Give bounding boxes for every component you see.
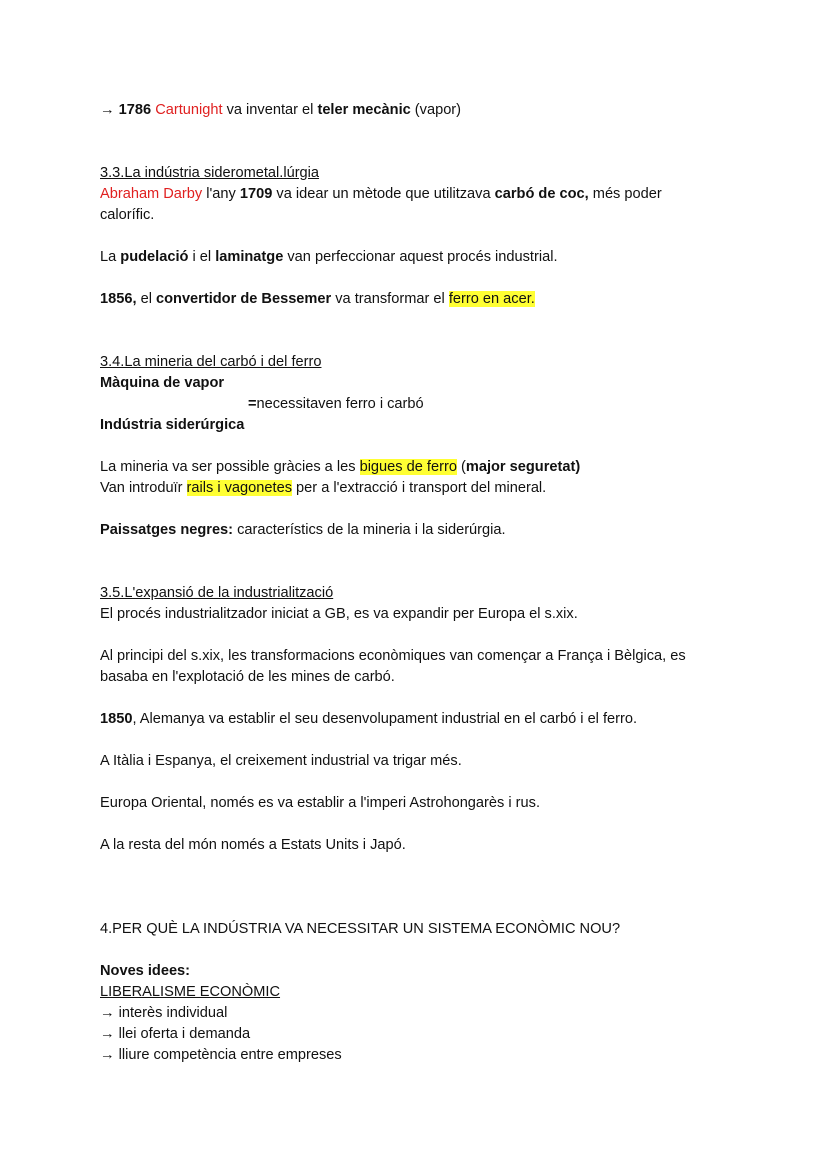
list-item: → llei oferta i demanda	[100, 1026, 251, 1042]
cartwright-line	[100, 100, 740, 121]
person-name: Abraham Darby	[100, 186, 203, 202]
highlighted-term: ferro en acer.	[448, 291, 535, 307]
text: i el	[188, 249, 216, 265]
bold-term: Noves idees:	[100, 963, 191, 979]
bold-term: teler mecànic	[317, 102, 411, 118]
section-3-4-heading: 3.4.La mineria del carbó i del ferro	[100, 354, 322, 370]
mineria-paragraph	[100, 457, 740, 478]
text: més poder	[588, 186, 662, 202]
text: La	[100, 249, 121, 265]
expansion-paragraph-2-line2: basaba en l'explotació de les mines de carbó.	[100, 669, 395, 685]
darby-paragraph-line2: calorífic.	[100, 207, 155, 223]
text: el	[136, 291, 156, 307]
bold-term: Indústria siderúrgica	[100, 417, 245, 433]
noves-idees-line	[100, 961, 740, 982]
expansion-paragraph-2-line1: Al principi del s.xix, les transformacions econòmiques van començar a França i Bèlgica, es	[100, 648, 686, 664]
section-3-5-heading: 3.5.L'expansió de la industrialització	[100, 585, 334, 601]
text: (vapor)	[410, 102, 462, 118]
year: 1786	[118, 102, 152, 118]
highlighted-term: rails i vagonetes	[186, 480, 292, 496]
person-name: Cartunight	[155, 102, 223, 118]
text: va idear un mètode que utilitzava	[272, 186, 495, 202]
list-item: → interès individual	[100, 1005, 228, 1021]
text: característics de la mineria i la siderúrgia.	[233, 522, 506, 538]
document-page	[100, 100, 740, 1066]
text: per a l'extracció i transport del mineral.	[292, 480, 547, 496]
text: necessitaven ferro i carbó	[256, 396, 424, 412]
text: va inventar el	[222, 102, 318, 118]
bold-term: Paissatges negres:	[100, 522, 234, 538]
bold-term: major seguretat)	[465, 459, 581, 475]
rails-paragraph	[100, 478, 740, 499]
section-4-heading: 4.PER QUÈ LA INDÚSTRIA VA NECESSITAR UN SISTEMA ECONÒMIC NOU?	[100, 921, 621, 937]
text: van perfeccionar aquest procés industrial.	[283, 249, 558, 265]
bessemer-paragraph	[100, 289, 740, 310]
bold-term: pudelació	[120, 249, 189, 265]
year: 1850	[100, 711, 133, 727]
text: (	[456, 459, 466, 475]
text: l'any	[202, 186, 240, 202]
equation-line	[100, 394, 740, 415]
pudelacio-paragraph	[100, 247, 740, 268]
maquina-line	[100, 373, 740, 394]
year: 1856,	[100, 291, 137, 307]
industria-line	[100, 415, 740, 436]
equals-sign: =	[248, 396, 257, 412]
arrow: →	[100, 102, 119, 118]
section-3-3-heading: 3.3.La indústria siderometal.lúrgia	[100, 165, 320, 181]
bold-term: laminatge	[215, 249, 284, 265]
bold-term: Màquina de vapor	[100, 375, 225, 391]
bold-term: convertidor de Bessemer	[156, 291, 332, 307]
liberalisme-heading: LIBERALISME ECONÒMIC	[100, 984, 281, 1000]
expansion-paragraph-3	[100, 709, 740, 730]
paissatges-paragraph	[100, 520, 740, 541]
text: Van introduïr	[100, 480, 187, 496]
expansion-paragraph-4: A Itàlia i Espanya, el creixement industrial va trigar més.	[100, 753, 462, 769]
expansion-paragraph-5: Europa Oriental, només es va establir a l'imperi Astrohongarès i rus.	[100, 795, 540, 811]
text: va transformar el	[331, 291, 449, 307]
expansion-paragraph-1: El procés industrialitzador iniciat a GB, es va expandir per Europa el s.xix.	[100, 606, 578, 622]
highlighted-term: bigues de ferro	[359, 459, 457, 475]
bold-term: carbó de coc,	[494, 186, 589, 202]
expansion-paragraph-6: A la resta del món només a Estats Units i Japó.	[100, 837, 406, 853]
text: La mineria va ser possible gràcies a les	[100, 459, 360, 475]
year: 1709	[239, 186, 273, 202]
text: , Alemanya va establir el seu desenvolupament industrial en el carbó i el ferro.	[132, 711, 638, 727]
list-item: → lliure competència entre empreses	[100, 1047, 342, 1063]
darby-paragraph	[100, 184, 740, 205]
